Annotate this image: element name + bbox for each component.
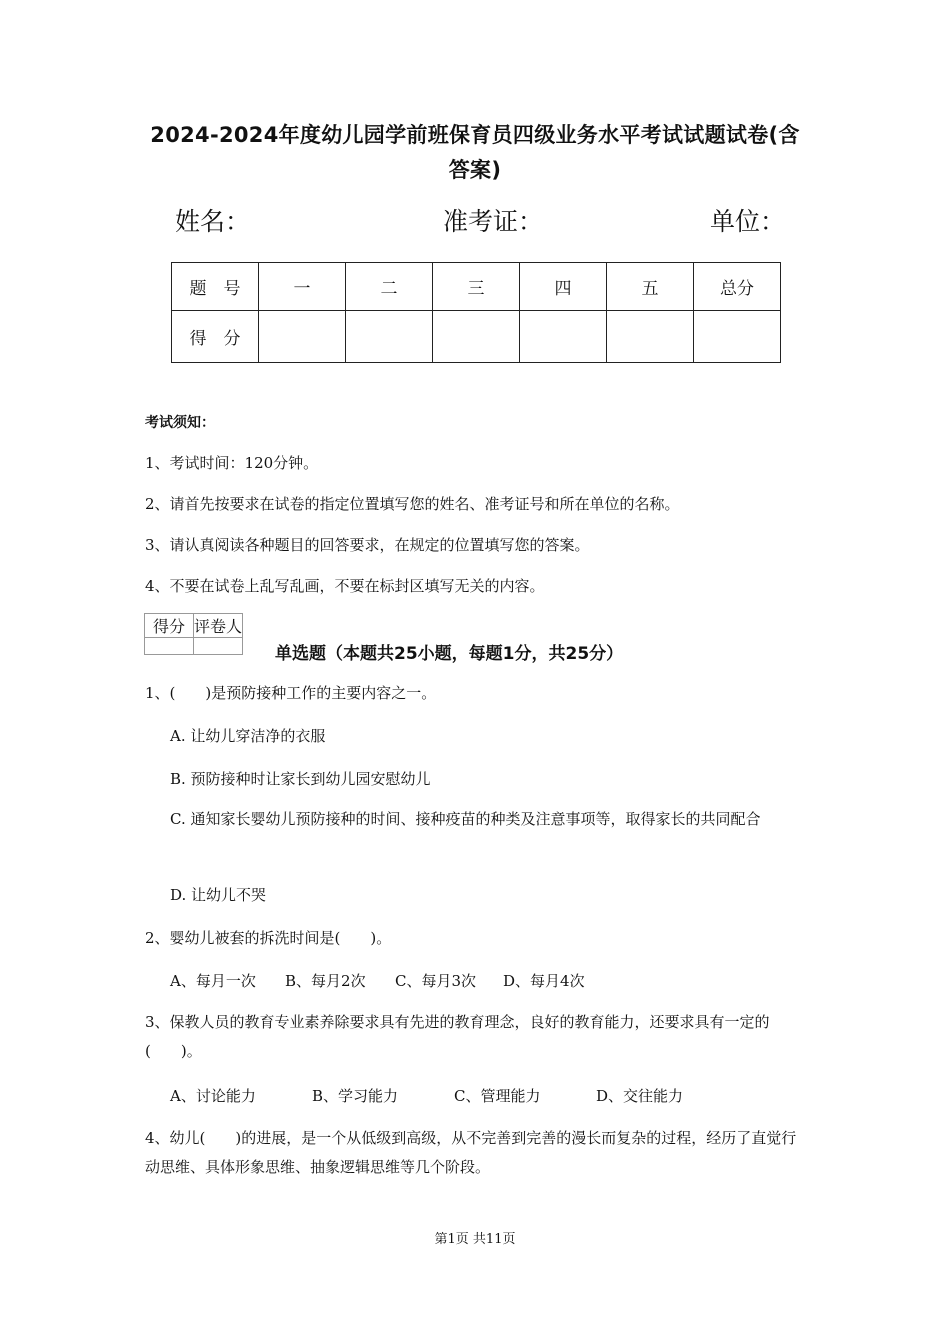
score-table-header-row xyxy=(172,263,781,311)
score-cell-5: 五 xyxy=(607,263,694,311)
score-table xyxy=(171,262,781,363)
q3-options xyxy=(170,1085,683,1106)
page-footer: 第1页 共11页 xyxy=(434,1232,516,1247)
q3-option-b: B、学习能力 xyxy=(312,1087,399,1105)
score-input-1[interactable] xyxy=(259,311,346,363)
notice-item-3: 3、请认真阅读各种题目的回答要求，在规定的位置填写您的答案。 xyxy=(145,536,590,554)
q1-stem: 1、( )是预防接种工作的主要内容之一。 xyxy=(145,684,437,702)
document-title xyxy=(120,118,830,188)
score-cell-3: 三 xyxy=(433,263,520,311)
score-input-3[interactable] xyxy=(433,311,520,363)
grader-name-label: 评卷人 xyxy=(194,614,243,638)
grader-score-label: 得分 xyxy=(145,614,194,638)
notice-item-4: 4、不要在试卷上乱写乱画，不要在标封区填写无关的内容。 xyxy=(145,577,545,595)
score-cell-2: 二 xyxy=(346,263,433,311)
q2-stem: 2、婴幼儿被套的拆洗时间是( )。 xyxy=(145,929,392,947)
q1-option-b: B. 预防接种时让家长到幼儿园安慰幼儿 xyxy=(170,770,431,788)
score-table-score-row xyxy=(172,311,781,363)
grader-score-field[interactable] xyxy=(145,638,194,655)
unit-label: 单位： xyxy=(710,207,786,236)
score-input-4[interactable] xyxy=(520,311,607,363)
name-label: 姓名： xyxy=(175,207,251,236)
q3-option-a: A、讨论能力 xyxy=(170,1087,256,1105)
identity-fields xyxy=(175,202,785,236)
notice-item-2: 2、请首先按要求在试卷的指定位置填写您的姓名、准考证号和所在单位的名称。 xyxy=(145,495,680,513)
score-input-total[interactable] xyxy=(694,311,781,363)
q1-option-a: A. 让幼儿穿洁净的衣服 xyxy=(170,727,326,745)
section-title: 单选题（本题共25小题，每题1分，共25分） xyxy=(275,644,624,664)
notice-heading: 考试须知： xyxy=(145,415,215,431)
grader-name-field[interactable] xyxy=(194,638,243,655)
score-cell-1: 一 xyxy=(259,263,346,311)
grader-box xyxy=(144,613,243,655)
q3-stem: 3、保教人员的教育专业素养除要求具有先进的教育理念，良好的教育能力，还要求具有一定的( )。 xyxy=(145,1013,770,1060)
q2-options xyxy=(170,970,585,991)
notice-item-1: 1、考试时间：120分钟。 xyxy=(145,454,319,472)
score-cell-total: 总分 xyxy=(694,263,781,311)
score-input-2[interactable] xyxy=(346,311,433,363)
q1-option-d: D. 让幼儿不哭 xyxy=(170,886,267,904)
score-row-label: 得 分 xyxy=(172,311,259,363)
q2-option-b: B、每月2次 xyxy=(285,972,366,990)
q3-option-c: C、管理能力 xyxy=(454,1087,541,1105)
exam-number-label: 准考证： xyxy=(443,207,544,236)
q2-option-a: A、每月一次 xyxy=(170,972,256,990)
title-line-2: 答案) xyxy=(448,158,502,182)
q1-option-c: C. 通知家长婴幼儿预防接种的时间、接种疫苗的种类及注意事项等，取得家长的共同配合 xyxy=(170,810,761,828)
q2-option-c: C、每月3次 xyxy=(395,972,477,990)
q4-stem: 4、幼儿( )的进展，是一个从低级到高级，从不完善到完善的漫长而复杂的过程，经历了直觉行动思维、具体形象思维、抽象逻辑思维等几个阶段。 xyxy=(145,1129,797,1176)
score-cell-4: 四 xyxy=(520,263,607,311)
title-line-1: 2024-2024年度幼儿园学前班保育员四级业务水平考试试题试卷(含 xyxy=(150,123,800,147)
q3-option-d: D、交往能力 xyxy=(596,1087,684,1105)
score-cell-label: 题 号 xyxy=(172,263,259,311)
q2-option-d: D、每月4次 xyxy=(503,972,585,990)
score-input-5[interactable] xyxy=(607,311,694,363)
